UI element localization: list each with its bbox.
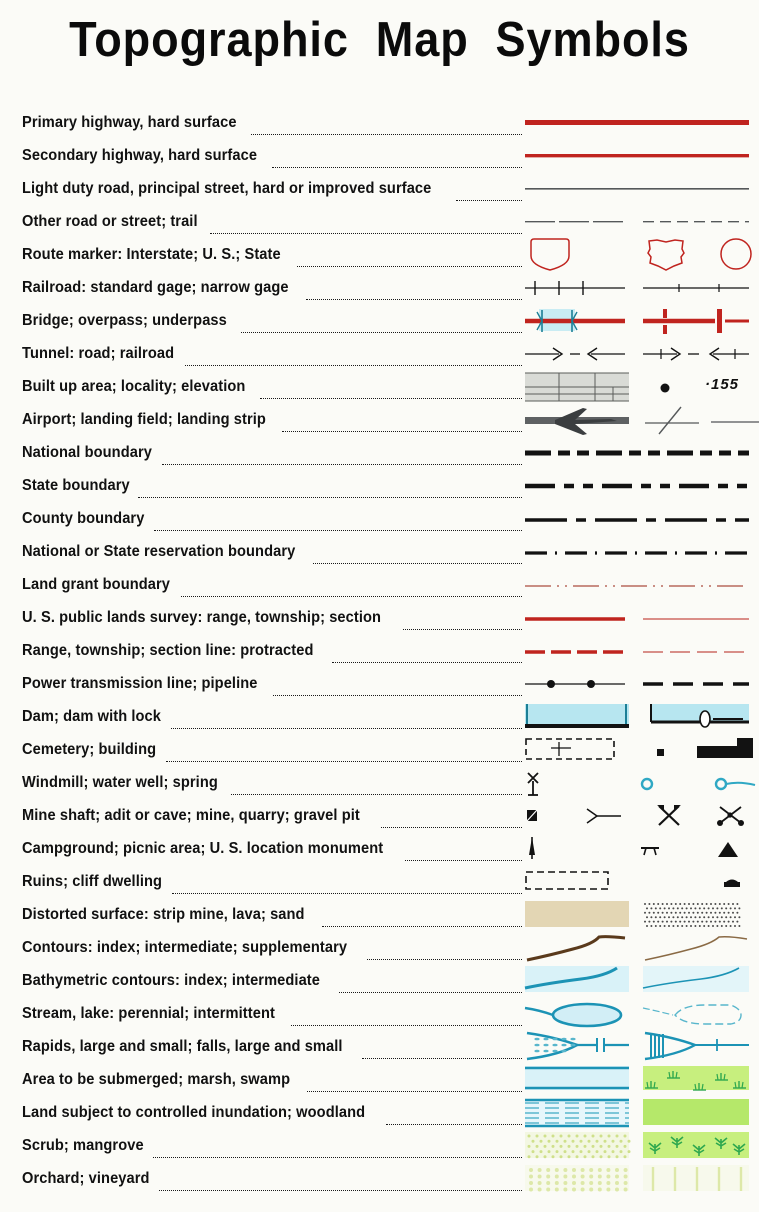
legend-label (22, 733, 522, 766)
legend-row (0, 1162, 759, 1195)
legend-row (0, 832, 759, 865)
legend-label-text: Land subject to controlled inundation; woodland (22, 1103, 366, 1121)
dot-leader (405, 845, 522, 861)
legend-row (0, 733, 759, 766)
legend-label (22, 139, 522, 172)
legend-label-text: Power transmission line; pipeline (22, 674, 258, 692)
symbol-public-lands-survey (525, 601, 755, 634)
legend-row (0, 601, 759, 634)
symbol-other-road-trail (525, 205, 755, 238)
legend-label-text: Airport; landing field; landing strip (22, 410, 266, 428)
legend-row (0, 304, 759, 337)
legend-row (0, 667, 759, 700)
legend-label (22, 832, 522, 865)
legend-row (0, 997, 759, 1030)
legend-label-text: Area to be submerged; marsh, swamp (22, 1070, 291, 1088)
legend-label (22, 370, 522, 403)
legend-row (0, 337, 759, 370)
dot-leader (297, 251, 522, 267)
symbol-windmill-well-spring (525, 766, 755, 799)
symbol-ruins-cliff-dwelling (525, 865, 755, 898)
symbol-contours (525, 931, 755, 964)
legend-row (0, 700, 759, 733)
legend-label-text: Secondary highway, hard surface (22, 146, 258, 164)
legend-label (22, 634, 522, 667)
legend-label-text: Orchard; vineyard (22, 1169, 150, 1187)
dot-leader (282, 416, 522, 432)
legend-label-text: National boundary (22, 443, 152, 461)
legend-row (0, 964, 759, 997)
legend-row (0, 205, 759, 238)
legend-label-text: Bathymetric contours: index; intermediate (22, 971, 321, 989)
legend-label-text: Cemetery; building (22, 740, 157, 758)
legend-label (22, 106, 522, 139)
legend-row (0, 1030, 759, 1063)
dot-leader (153, 1142, 522, 1158)
dot-leader (403, 614, 522, 630)
strip-mine-lava-swatch (525, 901, 629, 927)
legend-label (22, 502, 522, 535)
symbol-state-boundary (525, 469, 755, 502)
symbol-primary-highway (525, 106, 755, 139)
dot-leader (171, 713, 522, 729)
symbol-orchard-vineyard (525, 1162, 755, 1195)
legend-label (22, 667, 522, 700)
symbol-tunnel (525, 337, 755, 370)
legend-label (22, 205, 522, 238)
legend-label-text: Dam; dam with lock (22, 707, 162, 725)
legend-label (22, 1162, 522, 1195)
page-title: Topographic Map Symbols (69, 13, 690, 67)
legend-label (22, 271, 522, 304)
legend-label-text: Contours: index; intermediate; supplementary (22, 938, 348, 956)
dot-leader (241, 317, 522, 333)
symbol-light-duty-road (525, 172, 755, 205)
dot-leader (339, 977, 522, 993)
symbol-secondary-highway (525, 139, 755, 172)
legend-label-text: Campground; picnic area; U. S. location monument (22, 839, 384, 857)
legend-row (0, 1129, 759, 1162)
legend-row (0, 403, 759, 436)
dot-leader (332, 647, 522, 663)
dot-leader (273, 680, 522, 696)
symbol-bathymetric-contours (525, 964, 755, 997)
legend-row (0, 436, 759, 469)
dot-leader (313, 548, 522, 564)
dot-leader (210, 218, 522, 234)
legend-label-text: Distorted surface: strip mine, lava; sand (22, 905, 305, 923)
legend-row (0, 931, 759, 964)
legend-row (0, 1096, 759, 1129)
legend-label (22, 799, 522, 832)
legend-label-text: Primary highway, hard surface (22, 113, 237, 131)
legend-row (0, 139, 759, 172)
symbol-section-line-protracted (525, 634, 755, 667)
legend-label-text: National or State reservation boundary (22, 542, 296, 560)
dot-leader (272, 152, 522, 168)
legend-label (22, 172, 522, 205)
legend-label (22, 469, 522, 502)
symbol-scrub-mangrove (525, 1129, 755, 1162)
symbol-cemetery-building (525, 733, 755, 766)
dot-leader (307, 1076, 522, 1092)
dot-leader (362, 1043, 522, 1059)
legend-row (0, 634, 759, 667)
legend-label-text: Ruins; cliff dwelling (22, 872, 163, 890)
legend-row (0, 1063, 759, 1096)
legend-label (22, 964, 522, 997)
symbol-railroad (525, 271, 755, 304)
symbol-national-boundary (525, 436, 755, 469)
dot-leader (367, 944, 522, 960)
legend-label (22, 436, 522, 469)
legend-row (0, 766, 759, 799)
symbol-route-markers (525, 238, 755, 271)
dot-leader (185, 350, 522, 366)
symbol-distorted-surface (525, 898, 755, 931)
dot-leader (138, 482, 522, 498)
dot-leader (260, 383, 522, 399)
legend-label (22, 535, 522, 568)
legend-row (0, 271, 759, 304)
legend-label-text: Rapids, large and small; falls, large and small (22, 1037, 343, 1055)
symbol-campground-picnic-monument (525, 832, 755, 865)
legend-row (0, 568, 759, 601)
dot-leader (381, 812, 522, 828)
symbol-inundation-woodland (525, 1096, 755, 1129)
legend-row (0, 469, 759, 502)
legend-label-text: Railroad: standard gage; narrow gage (22, 278, 289, 296)
legend-label (22, 1129, 522, 1162)
legend-label (22, 304, 522, 337)
symbol-bridge-overpass-underpass (525, 304, 755, 337)
symbol-built-up-area (525, 370, 755, 403)
legend-label (22, 997, 522, 1030)
legend-label-text: Route marker: Interstate; U. S.; State (22, 245, 281, 263)
symbol-rapids-falls (525, 1030, 755, 1063)
dot-leader (291, 1010, 522, 1026)
legend-label-text: County boundary (22, 509, 145, 527)
symbol-dam (525, 700, 755, 733)
dot-leader (154, 515, 522, 531)
legend-row (0, 898, 759, 931)
legend-label-text: Land grant boundary (22, 575, 171, 593)
legend-label (22, 1096, 522, 1129)
legend-label (22, 238, 522, 271)
symbol-airport (525, 403, 755, 436)
legend-label (22, 700, 522, 733)
legend-label (22, 601, 522, 634)
legend-label-text: Light duty road, principal street, hard or improved surface (22, 179, 432, 197)
dot-leader (166, 746, 522, 762)
legend-row (0, 238, 759, 271)
dot-leader (181, 581, 522, 597)
legend-row (0, 799, 759, 832)
legend-label-text: U. S. public lands survey: range, township; section (22, 608, 382, 626)
legend-row (0, 865, 759, 898)
legend-row (0, 172, 759, 205)
legend-label (22, 403, 522, 436)
legend-label-text: Built up area; locality; elevation (22, 377, 246, 395)
legend-label (22, 1030, 522, 1063)
legend-label-text: Bridge; overpass; underpass (22, 311, 227, 329)
legend-label-text: Range, township; section line: protracted (22, 641, 314, 659)
symbol-stream-lake (525, 997, 755, 1030)
legend-label (22, 898, 522, 931)
symbol-legend-list (0, 106, 759, 1195)
symbol-land-grant-boundary (525, 568, 755, 601)
legend-row (0, 370, 759, 403)
dot-leader (159, 1175, 522, 1191)
legend-label-text: State boundary (22, 476, 130, 494)
legend-label-text: Scrub; mangrove (22, 1136, 144, 1154)
symbol-county-boundary (525, 502, 755, 535)
elevation-label: ·155 (705, 376, 740, 393)
legend-label-text: Windmill; water well; spring (22, 773, 218, 791)
legend-label (22, 865, 522, 898)
legend-label-text: Tunnel: road; railroad (22, 344, 175, 362)
legend-label-text: Other road or street; trail (22, 212, 198, 230)
dot-leader (322, 911, 522, 927)
legend-label-text: Stream, lake: perennial; intermittent (22, 1004, 275, 1022)
symbol-mine-symbols (525, 799, 755, 832)
dot-leader (231, 779, 522, 795)
legend-label (22, 337, 522, 370)
legend-row (0, 106, 759, 139)
dot-leader (306, 284, 522, 300)
symbol-power-pipeline (525, 667, 755, 700)
legend-label (22, 1063, 522, 1096)
legend-label (22, 766, 522, 799)
dot-leader (386, 1109, 522, 1125)
legend-row (0, 535, 759, 568)
dot-leader (456, 185, 522, 201)
symbol-reservation-boundary (525, 535, 755, 568)
legend-label (22, 931, 522, 964)
dot-leader (251, 119, 522, 135)
dot-leader (162, 449, 522, 465)
dot-leader (172, 878, 522, 894)
symbol-submerged-marsh (525, 1063, 755, 1096)
legend-label-text: Mine shaft; adit or cave; mine, quarry; gravel pit (22, 806, 360, 824)
legend-label (22, 568, 522, 601)
legend-row (0, 502, 759, 535)
